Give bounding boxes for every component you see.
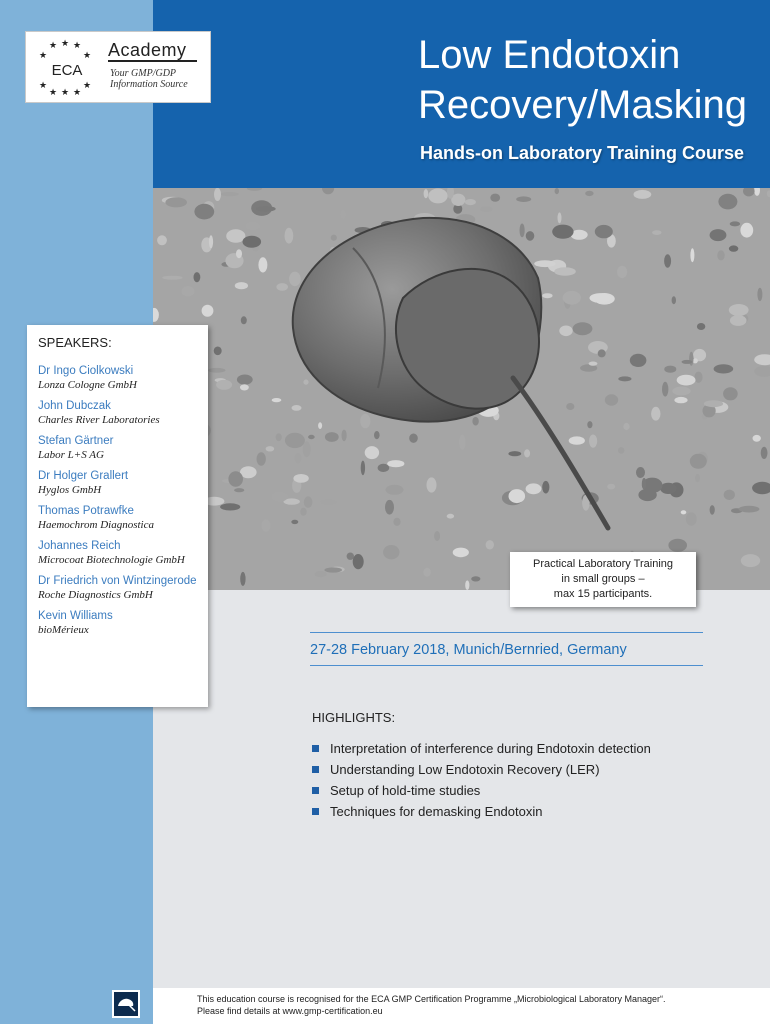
pebble — [569, 436, 585, 444]
pebble — [237, 375, 253, 385]
pebble — [266, 446, 275, 451]
pebble — [221, 192, 239, 196]
pebble — [276, 433, 282, 441]
pebble — [374, 431, 380, 439]
training-callout — [510, 552, 696, 607]
pebble — [739, 506, 760, 513]
pebble — [236, 249, 242, 258]
pebble — [704, 400, 723, 407]
speaker-org: Roche Diagnostics GmbH — [38, 589, 153, 601]
svg-text:★: ★ — [61, 88, 70, 95]
pebble — [216, 380, 232, 390]
eca-academy-logo — [25, 31, 211, 103]
svg-text:★: ★ — [39, 51, 48, 61]
pebble — [240, 572, 245, 586]
pebble — [516, 196, 531, 202]
pebble — [241, 316, 247, 324]
highlight-item — [312, 801, 651, 822]
pebble — [361, 461, 365, 476]
pebble — [209, 235, 213, 248]
speaker-name: Dr Holger Grallert — [38, 470, 129, 482]
crab-icon — [112, 990, 140, 1018]
pebble — [668, 539, 687, 552]
pebble — [245, 222, 260, 230]
callout-line-2: in small groups – — [561, 573, 645, 585]
speaker-item — [38, 364, 197, 392]
logo-tagline-line-2: Information Source — [110, 79, 188, 90]
horseshoe-crab-photo — [153, 188, 770, 590]
pebble — [717, 250, 724, 260]
speaker-org: Microcoat Biotechnologie GmbH — [38, 554, 185, 566]
pebble — [490, 194, 500, 202]
pebble — [740, 223, 753, 238]
pebble — [623, 423, 629, 430]
speaker-name: Dr Friedrich von Wintzingerode — [38, 575, 197, 587]
pebble — [261, 519, 270, 531]
pebble — [607, 484, 615, 490]
pebble — [558, 212, 562, 223]
pebble — [424, 189, 429, 198]
pebble — [383, 545, 399, 559]
pebble — [214, 347, 222, 356]
pebble — [662, 382, 668, 397]
pebble — [214, 188, 221, 201]
pebble — [393, 518, 400, 526]
pebble — [509, 489, 526, 503]
callout-line-1: Practical Laboratory Training — [532, 558, 673, 570]
pebble — [508, 451, 521, 456]
highlight-text: Techniques for demasking Endotoxin — [330, 804, 543, 819]
speaker-org: Haemochrom Diagnostica — [38, 519, 154, 531]
speaker-name: Kevin Williams — [38, 610, 113, 622]
pebble — [542, 293, 552, 298]
event-date: 27-28 February 2018, Munich/Bernried, Germany — [310, 642, 627, 658]
square-bullet-icon — [312, 766, 319, 773]
svg-text:★: ★ — [61, 39, 70, 49]
speaker-item — [38, 574, 197, 602]
pebble — [695, 474, 700, 482]
pebble — [710, 229, 727, 241]
svg-text:★: ★ — [83, 51, 92, 61]
pebble — [630, 354, 647, 367]
pebble — [697, 323, 705, 330]
logo-tagline — [110, 68, 188, 90]
footer-line-2: Please find details at www.gmp-certification.eu — [197, 1006, 383, 1016]
title-line-1: Low Endotoxin — [418, 33, 681, 77]
square-bullet-icon — [312, 787, 319, 794]
highlights-list — [312, 738, 651, 822]
pebble — [526, 231, 535, 241]
pebble — [226, 229, 245, 243]
svg-text:★: ★ — [73, 88, 82, 95]
logo-academy-text: Academy — [108, 40, 197, 62]
pebble — [447, 514, 454, 519]
pebble — [486, 540, 494, 549]
speaker-item — [38, 399, 197, 427]
pebble — [573, 322, 593, 335]
pebble — [291, 520, 298, 524]
logo-org-text: ECA — [51, 62, 83, 79]
pebble — [157, 235, 167, 245]
speaker-item — [38, 469, 197, 497]
square-bullet-icon — [312, 808, 319, 815]
pebble — [689, 352, 693, 366]
pebble — [243, 236, 262, 248]
pebble — [220, 503, 240, 510]
pebble — [595, 225, 613, 238]
pebble — [276, 283, 288, 291]
pebble — [542, 481, 549, 494]
pebble — [202, 305, 214, 317]
pebble — [636, 467, 645, 478]
pebble — [308, 435, 315, 439]
pebble — [730, 315, 747, 326]
date-divider-top — [310, 632, 703, 633]
pebble — [235, 282, 248, 289]
pebble — [723, 387, 738, 400]
pebble — [730, 221, 740, 226]
pebble — [660, 483, 676, 494]
speaker-name: Stefan Gärtner — [38, 435, 114, 447]
pebble — [664, 366, 676, 373]
header-banner — [153, 0, 770, 188]
speaker-name: John Dubczak — [38, 400, 111, 412]
pebble — [228, 471, 243, 487]
pebble — [272, 492, 288, 502]
pebble — [240, 384, 249, 390]
pebble — [272, 398, 282, 402]
highlight-item — [312, 738, 651, 759]
pebble — [724, 490, 735, 500]
eca-stars-logo-icon — [32, 39, 102, 95]
pebble — [718, 194, 737, 210]
highlights-heading: HIGHLIGHTS: — [312, 710, 396, 725]
speaker-name: Johannes Reich — [38, 540, 121, 552]
speakers-heading: SPEAKERS: — [38, 335, 112, 350]
pebble — [552, 225, 573, 239]
pebble — [690, 454, 707, 469]
sand-photo-icon — [153, 188, 770, 590]
pebble — [634, 190, 652, 199]
pebble — [194, 272, 201, 282]
pebble — [423, 568, 430, 577]
pebble — [234, 488, 244, 492]
speaker-name: Dr Ingo Ciolkowski — [38, 365, 134, 377]
speaker-org: Hyglos GmbH — [38, 484, 102, 496]
pebble — [585, 191, 593, 196]
date-divider-bottom — [310, 665, 703, 666]
pebble — [256, 206, 276, 212]
pebble — [524, 449, 530, 457]
crab-glyph-icon — [114, 992, 138, 1016]
pebble — [208, 368, 226, 373]
pebble — [427, 477, 437, 492]
pebble — [300, 508, 306, 516]
pebble — [162, 276, 182, 280]
svg-text:★: ★ — [49, 88, 58, 95]
highlight-text: Understanding Low Endotoxin Recovery (LER) — [330, 762, 600, 777]
pebble — [729, 304, 749, 316]
pebble — [257, 452, 266, 466]
highlight-item — [312, 759, 651, 780]
pebble — [434, 531, 440, 541]
speaker-item — [38, 539, 197, 567]
pebble — [520, 224, 525, 238]
pebble — [590, 293, 612, 303]
pebble — [642, 478, 647, 490]
speaker-item — [38, 609, 197, 637]
pebble — [365, 446, 379, 459]
pebble — [480, 206, 492, 212]
pebble — [453, 548, 469, 558]
pebble — [182, 286, 195, 296]
pebble — [385, 500, 394, 515]
speaker-name: Thomas Potrawfke — [38, 505, 134, 517]
pebble — [559, 326, 572, 337]
pebble — [342, 430, 347, 442]
pebble — [292, 405, 302, 411]
callout-line-3: max 15 participants. — [553, 588, 653, 600]
pebble — [331, 235, 337, 241]
pebble — [618, 447, 624, 454]
pebble — [465, 199, 476, 205]
pebble — [710, 505, 715, 515]
footer-line-1: This education course is recognised for the ECA GMP Certification Programme „Microbiological Laboratory Manager“. — [197, 994, 666, 1004]
pebble — [729, 245, 738, 251]
highlight-item — [312, 780, 651, 801]
pebble — [258, 257, 267, 272]
speaker-org: Labor L+S AG — [38, 449, 104, 461]
speaker-item — [38, 504, 197, 532]
pebble — [304, 496, 313, 507]
pebble — [321, 500, 337, 505]
course-subtitle: Hands-on Laboratory Training Course — [420, 143, 745, 163]
pebble — [674, 397, 687, 403]
pebble — [472, 417, 478, 426]
pebble — [318, 422, 322, 429]
svg-text:★: ★ — [83, 81, 92, 91]
pebble — [293, 474, 308, 483]
pebble — [757, 288, 762, 301]
pebble — [554, 267, 576, 275]
pebble — [378, 464, 390, 472]
pebble — [664, 254, 671, 267]
pebble — [325, 432, 339, 442]
pebble — [617, 266, 627, 278]
pebble — [303, 379, 308, 384]
pebble — [714, 364, 734, 373]
pebble — [598, 349, 606, 357]
highlight-text: Setup of hold-time studies — [330, 783, 481, 798]
pebble — [761, 447, 768, 459]
pebble — [409, 434, 418, 443]
pebble — [566, 403, 574, 410]
pebble — [353, 554, 364, 569]
pebble — [324, 567, 342, 572]
svg-text:★: ★ — [39, 81, 48, 91]
pebble — [753, 435, 761, 442]
pebble — [618, 376, 631, 381]
pebble — [651, 407, 660, 421]
course-title — [418, 30, 747, 130]
speaker-org: Lonza Cologne GmbH — [38, 379, 138, 391]
speaker-org: bioMérieux — [38, 624, 89, 636]
pebble — [589, 362, 598, 366]
pebble — [165, 197, 187, 207]
pebble — [563, 291, 581, 305]
pebble — [285, 433, 305, 448]
pebble — [686, 512, 697, 525]
pebble — [471, 576, 480, 581]
pebble — [315, 571, 327, 577]
pebble — [672, 296, 676, 304]
pebble — [465, 580, 469, 590]
pebble — [677, 375, 696, 386]
pebble — [690, 248, 694, 262]
pebble — [681, 510, 687, 514]
pebble — [587, 421, 592, 428]
title-line-2: Recovery/Masking — [418, 83, 748, 127]
svg-text:★: ★ — [49, 41, 58, 51]
pebble — [605, 394, 618, 405]
pebble — [534, 260, 555, 267]
pebble — [459, 435, 466, 450]
pebble — [347, 553, 354, 560]
svg-text:★: ★ — [73, 41, 82, 51]
pebble — [682, 360, 693, 364]
logo-tagline-line-1: Your GMP/GDP — [110, 68, 177, 79]
pebble — [295, 453, 302, 464]
highlight-text: Interpretation of interference during Endotoxin detection — [330, 741, 651, 756]
speakers-box — [27, 325, 208, 707]
pebble — [360, 414, 370, 428]
pebble — [741, 554, 760, 567]
pebble — [285, 228, 294, 244]
pebble — [341, 210, 346, 218]
pebble — [303, 441, 311, 457]
pebble — [194, 204, 214, 220]
pebble — [589, 435, 597, 448]
pebble — [652, 230, 661, 235]
pebble — [386, 485, 404, 495]
pebble — [428, 188, 447, 203]
pebble — [555, 188, 559, 194]
pebble — [289, 272, 301, 287]
pebble — [694, 372, 702, 383]
pebble — [526, 483, 542, 494]
speaker-item — [38, 434, 197, 462]
pebble — [387, 460, 404, 467]
footer-note — [197, 993, 666, 1017]
speaker-org: Charles River Laboratories — [38, 414, 160, 426]
pebble — [672, 387, 690, 396]
square-bullet-icon — [312, 745, 319, 752]
